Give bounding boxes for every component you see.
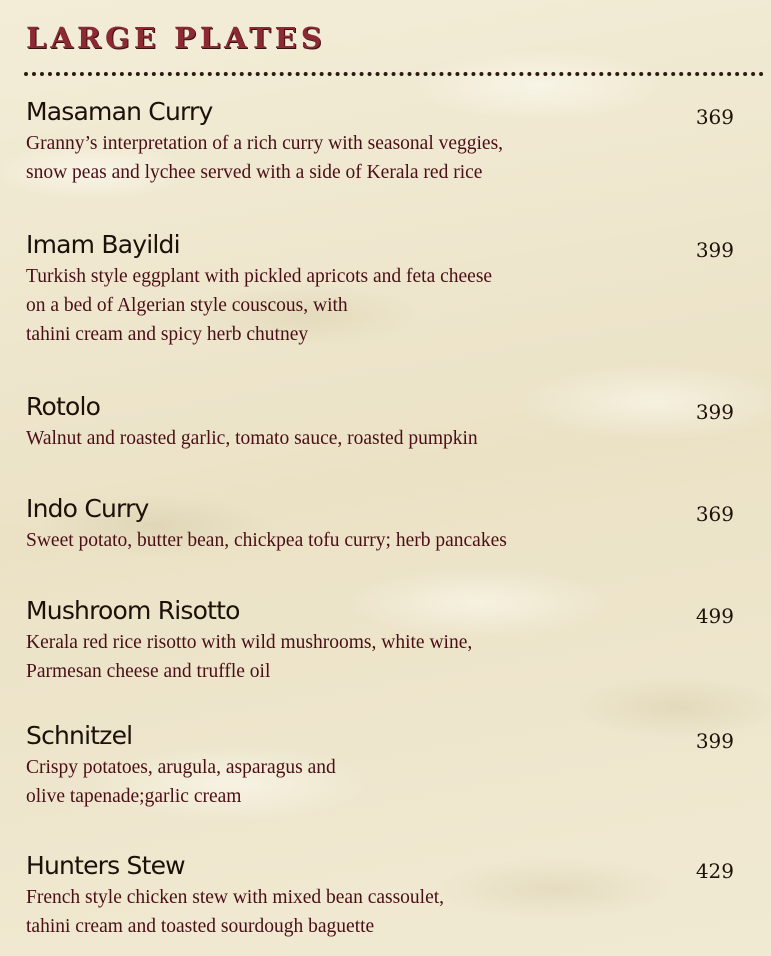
menu-item-mushroom-risotto bbox=[26, 596, 746, 686]
item-price: 499 bbox=[695, 604, 734, 628]
description-line: Granny’s interpretation of a rich curry with seasonal veggies, bbox=[26, 133, 504, 154]
item-name: Hunters Stew bbox=[26, 851, 185, 880]
description-line: Parmesan cheese and truffle oil bbox=[26, 661, 271, 682]
menu-item-indo-curry bbox=[26, 494, 746, 555]
item-name: Indo Curry bbox=[26, 494, 149, 523]
item-name: Rotolo bbox=[26, 392, 101, 421]
description-line: Turkish style eggplant with pickled apricots and feta cheese bbox=[26, 266, 493, 287]
item-name: Schnitzel bbox=[26, 721, 133, 750]
item-description bbox=[26, 753, 746, 811]
item-name: Mushroom Risotto bbox=[26, 596, 240, 625]
item-description bbox=[26, 424, 746, 453]
description-line: Walnut and roasted garlic, tomato sauce, roasted pumpkin bbox=[26, 428, 478, 449]
menu-item-imam-bayildi bbox=[26, 230, 746, 349]
menu-item-hunters-stew bbox=[26, 851, 746, 941]
description-line: tahini cream and toasted sourdough baguette bbox=[26, 916, 375, 937]
description-line: tahini cream and spicy herb chutney bbox=[26, 324, 309, 345]
dotted-divider bbox=[24, 72, 764, 76]
item-price: 399 bbox=[695, 400, 734, 424]
item-price: 399 bbox=[695, 238, 734, 262]
description-line: Sweet potato, butter bean, chickpea tofu curry; herb pancakes bbox=[26, 530, 507, 551]
description-line: Kerala red rice risotto with wild mushrooms, white wine, bbox=[26, 632, 473, 653]
section-title: LARGE PLATES bbox=[26, 21, 326, 55]
item-description bbox=[26, 129, 746, 187]
item-description bbox=[26, 262, 746, 349]
item-price: 369 bbox=[695, 105, 734, 129]
item-price: 399 bbox=[695, 729, 734, 753]
description-line: olive tapenade;garlic cream bbox=[26, 786, 242, 807]
description-line: snow peas and lychee served with a side of Kerala red rice bbox=[26, 162, 483, 183]
item-description bbox=[26, 628, 746, 686]
item-name: Masaman Curry bbox=[26, 97, 213, 126]
menu-item-rotolo bbox=[26, 392, 746, 453]
description-line: on a bed of Algerian style couscous, with bbox=[26, 295, 348, 316]
item-description bbox=[26, 883, 746, 941]
menu-item-schnitzel bbox=[26, 721, 746, 811]
item-price: 369 bbox=[695, 502, 734, 526]
description-line: Crispy potatoes, arugula, asparagus and bbox=[26, 757, 336, 778]
item-description bbox=[26, 526, 746, 555]
menu-item-masaman-curry bbox=[26, 97, 746, 187]
item-name: Imam Bayildi bbox=[26, 230, 180, 259]
item-price: 429 bbox=[695, 859, 734, 883]
description-line: French style chicken stew with mixed bean cassoulet, bbox=[26, 887, 445, 908]
